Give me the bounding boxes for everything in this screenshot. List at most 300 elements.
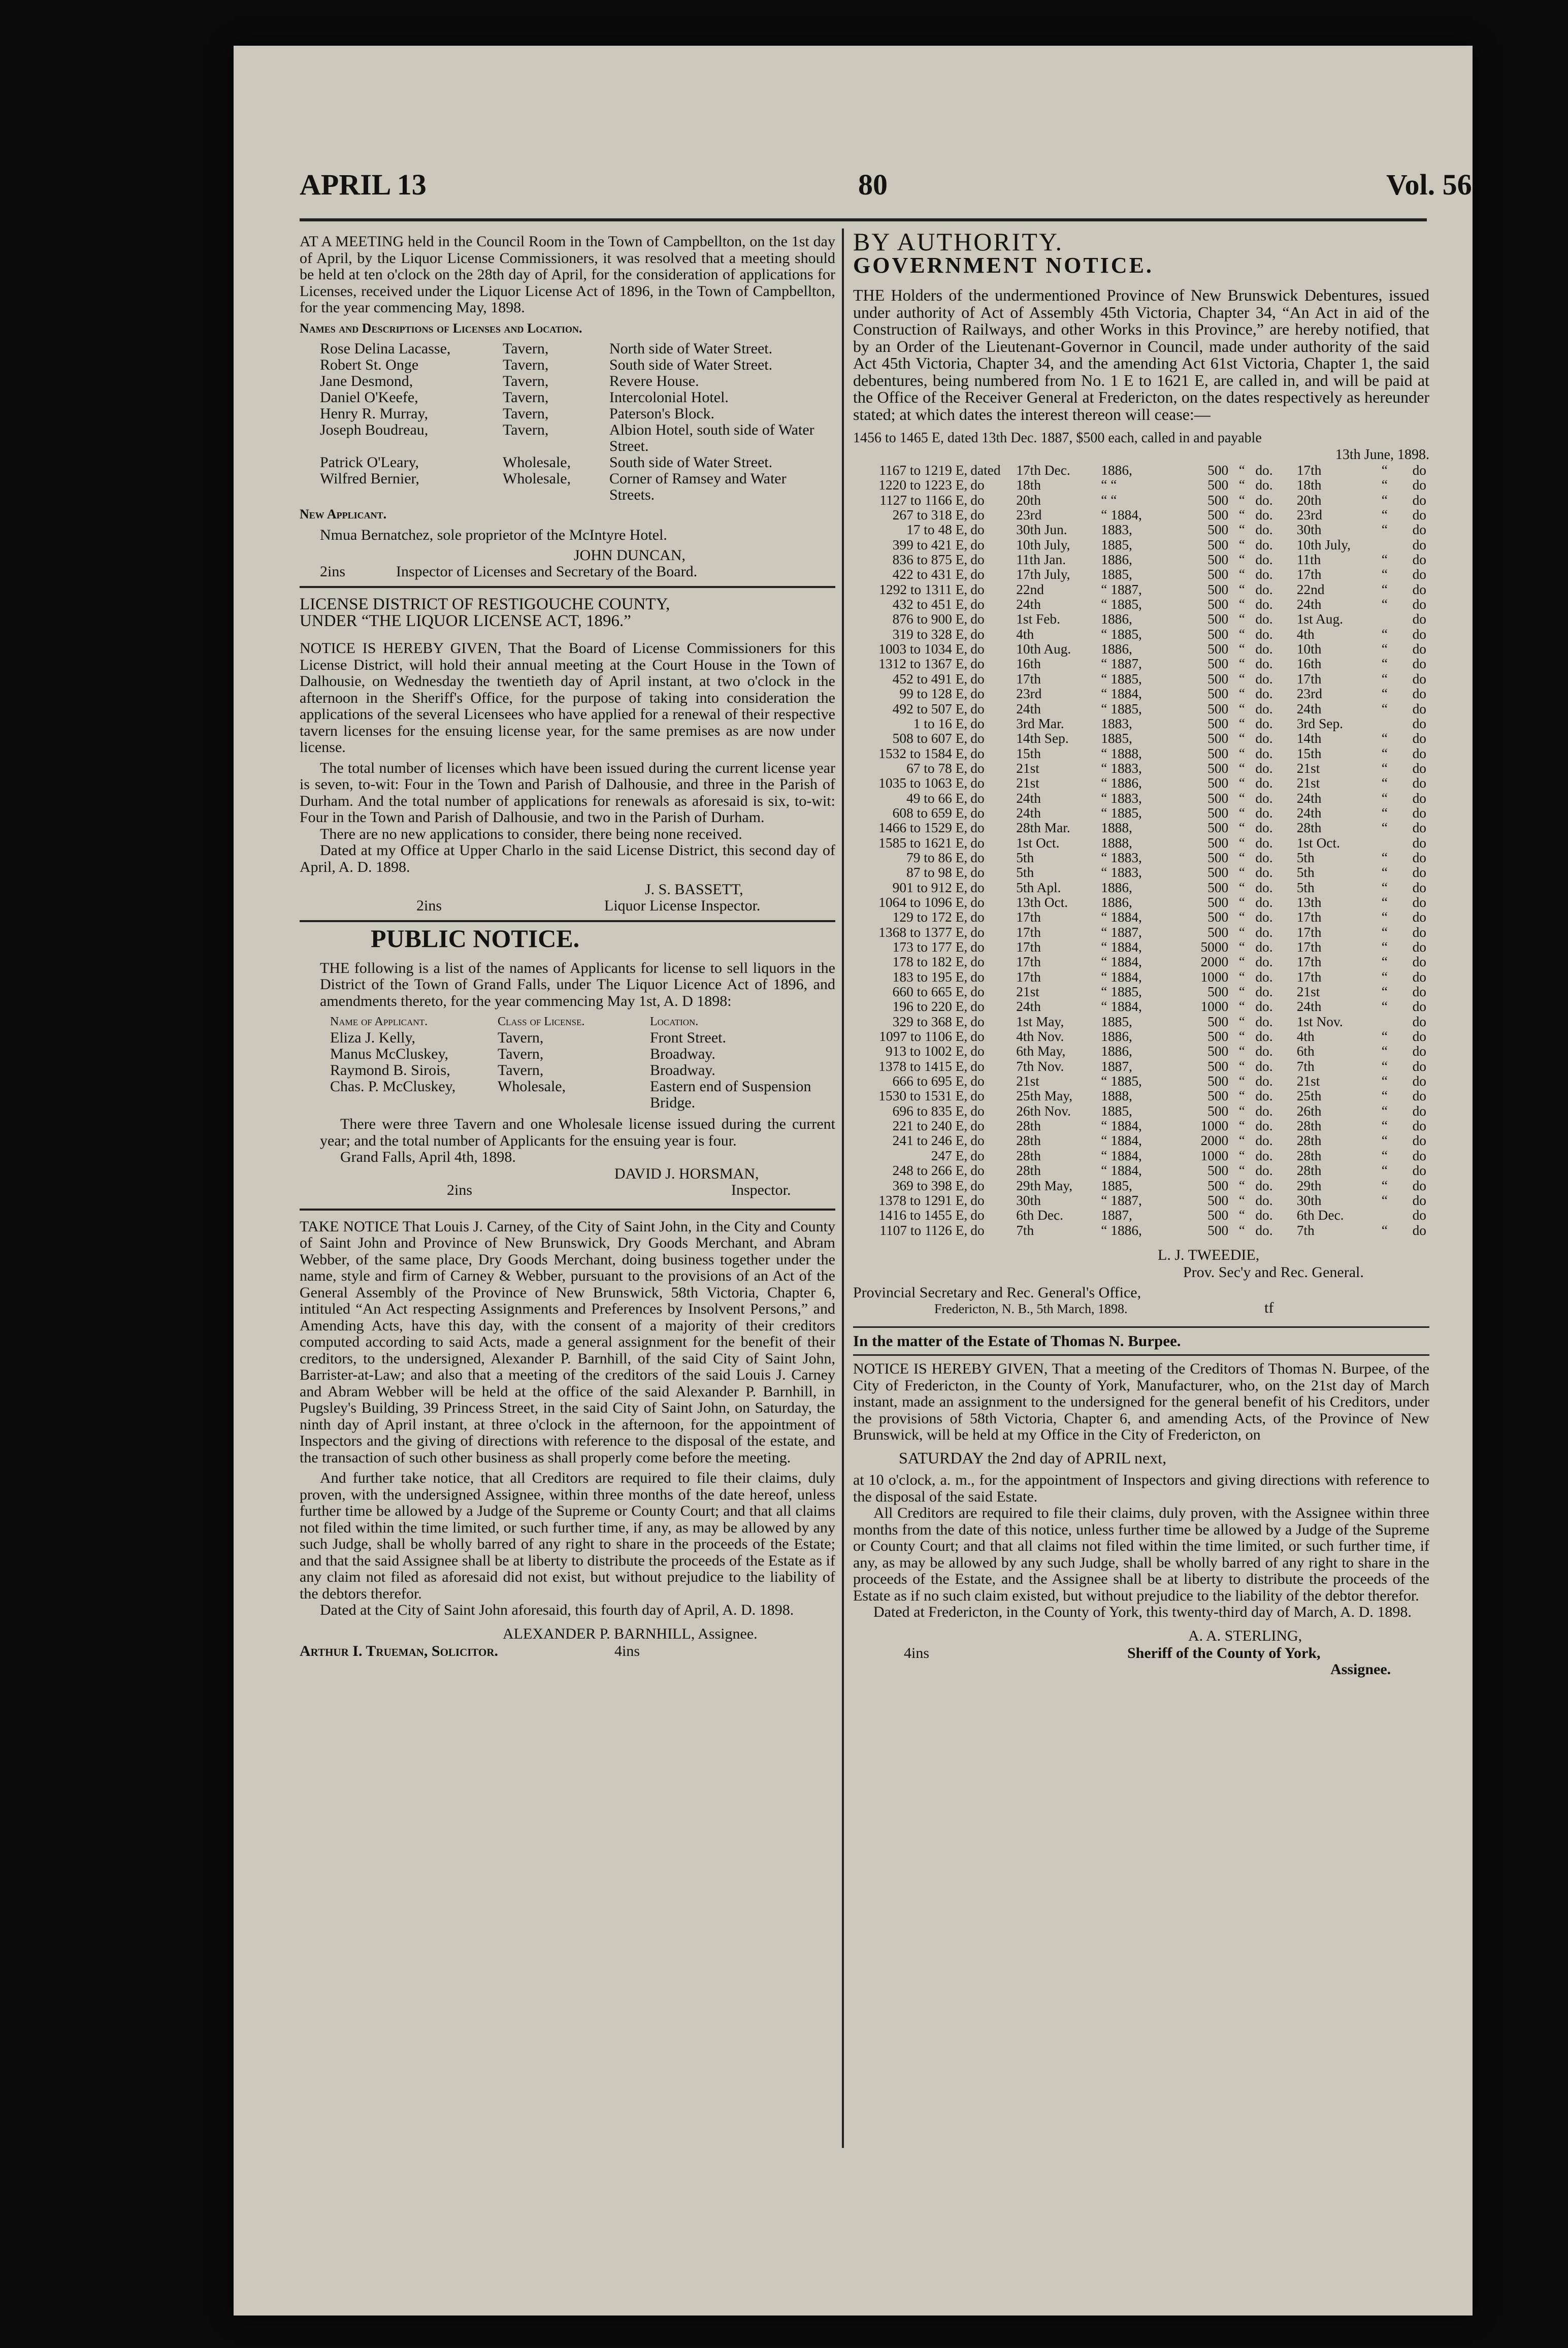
deb-year: “ 1886, (1101, 775, 1142, 791)
deb-due-day: 23rd (1296, 686, 1322, 702)
deb-due-day: 10th (1296, 641, 1322, 657)
campbellton-notice (300, 234, 835, 581)
deb-payable: do (1412, 879, 1426, 895)
debenture-row (853, 1104, 1429, 1119)
deb-range: 432 to 451 E, (892, 597, 968, 612)
ins-label: 2ins (320, 563, 346, 580)
deb-date: 21st (1016, 1073, 1039, 1089)
deb-payable: do (1412, 1058, 1426, 1074)
debenture-row (853, 597, 1429, 612)
new-applicant-heading: New Applicant. (300, 507, 387, 521)
deb-dated: do (970, 1103, 985, 1119)
license-class: Tavern, (498, 1029, 544, 1046)
deb-amount: 500 (1207, 984, 1229, 1000)
deb-due-day: 17th (1296, 909, 1322, 925)
deb-called: do. (1255, 611, 1273, 627)
deb-payable: do (1412, 537, 1426, 552)
license-location: Intercolonial Hotel. (609, 389, 729, 406)
meeting-intro: AT A MEETING held in the Council Room in the Town of Campbellton, on the 1st day of April, by the Liquor License Commissioners, it was resolved that a meeting should be held at ten o'clock on the 28th day of April, for the consideration of applications for Licenses, received under the Liquor License Act of 1896, in the Town of Campbellton, for the year commencing May, 1898. (300, 233, 835, 316)
deb-year: “ 1884, (1101, 507, 1142, 523)
deb-date: 24th (1016, 597, 1041, 612)
deb-dated: do (970, 656, 985, 672)
debenture-row (853, 791, 1429, 806)
deb-amount: 500 (1207, 463, 1229, 478)
deb-range: 452 to 491 E, (892, 671, 968, 687)
applicants-column-header: Class of License. (498, 1015, 585, 1028)
license-type: Tavern, (503, 389, 549, 406)
licensee-name: Rose Delina Lacasse, (320, 340, 451, 357)
burpee-p4: Dated at Fredericton, in the County of York, this twenty-third day of March, A. D. 1898. (873, 1604, 1412, 1621)
debenture-row (853, 1163, 1429, 1178)
deb-called: do. (1255, 567, 1273, 582)
deb-due-day: 4th (1296, 1029, 1315, 1045)
deb-due-day: 17th (1296, 671, 1322, 687)
ins-label: 4ins (904, 1644, 930, 1661)
divider (853, 1354, 1429, 1356)
debenture-row (853, 1059, 1429, 1074)
deb-year: “ 1885, (1101, 805, 1142, 821)
deb-amount: 500 (1207, 701, 1229, 716)
deb-payable: do (1412, 671, 1426, 687)
deb-due-month (1382, 538, 1404, 552)
deb-called: do. (1255, 507, 1273, 523)
deb-range: 1466 to 1529 E, (878, 820, 968, 836)
page-number: 80 (858, 168, 888, 201)
debenture-row (853, 985, 1429, 999)
carney-p1: TAKE NOTICE That Louis J. Carney, of the City of Saint John, in the City and County of Saint John and Province of New Brunswick, Dry Goods Merchant, and Abram Webber, of the same place, Dry Goods Merchant, doing business together under the name, style and firm of Carney & Webber, pursuant to the provisions of an Act of the General Assembly of the Province of New Brunswick, 58th Victoria, Chapter 6, intituled “An Act respecting Assignments and Preferences by Insolvent Persons,” and Amending Acts, have this day, with the consent of a majority of their creditors computed according to said Acts, made a general assignment for the benefit of their creditors, to the undersigned, Alexander P. Barnhill, of the said City of Saint John, Barrister-at-Law; and also that a meeting of the creditors of the said Louis J. Carney and Abram Webber will be held at the office of the said Alexander P. Barnhill, in Pugsley's Building, 39 Princess Street, in the said City of Saint John, on Saturday, the ninth day of April instant, at three o'clock in the afternoon, for the appointment of Inspectors and the giving of directions with reference to the disposal of the estate, and the transaction of such other business as shall properly come before the meeting. (300, 1218, 835, 1466)
signer-title: Prov. Sec'y and Rec. General. (1183, 1263, 1364, 1281)
deb-payable: do (1412, 492, 1426, 508)
deb-each: “ (1238, 1163, 1245, 1179)
deb-range: 183 to 195 E, (892, 969, 968, 985)
licensee-row (320, 389, 833, 406)
deb-range: 1 to 16 E, (913, 715, 968, 731)
deb-dated: do (970, 745, 985, 761)
deb-year: 1883, (1101, 522, 1132, 538)
deb-called: do. (1255, 1118, 1273, 1134)
applicant-row (330, 1046, 828, 1062)
deb-payable: do (1412, 1178, 1426, 1193)
deb-called: do. (1255, 1163, 1273, 1179)
deb-due-day: 16th (1296, 656, 1322, 672)
deb-amount: 500 (1207, 567, 1229, 582)
deb-payable: do (1412, 984, 1426, 1000)
debenture-row (853, 687, 1429, 701)
deb-dated: do (970, 507, 985, 523)
deb-due-day: 24th (1296, 597, 1322, 612)
deb-range: 876 to 900 E, (892, 611, 968, 627)
deb-payable: do (1412, 954, 1426, 970)
deb-due-day: 22nd (1296, 581, 1325, 597)
restigouche-p3: There are no new applications to consider, there being none received. (320, 825, 742, 842)
deb-due-month: “ (1381, 1178, 1388, 1193)
deb-range: 1585 to 1621 E, (878, 835, 968, 851)
deb-each: “ (1238, 835, 1245, 851)
deb-year: 1885, (1101, 731, 1132, 746)
deb-range: 99 to 128 E, (899, 686, 968, 702)
deb-called: do. (1255, 1029, 1273, 1045)
deb-due-day: 7th (1296, 1058, 1315, 1074)
deb-year: 1885, (1101, 1178, 1132, 1193)
applicants-header-row (330, 1014, 828, 1030)
burpee-title: In the matter of the Estate of Thomas N. Burpee. (853, 1331, 1181, 1350)
deb-range: 1035 to 1063 E, (878, 775, 968, 791)
signer-title-1: Sheriff of the County of York, (1127, 1644, 1321, 1661)
deb-dated: do (970, 1043, 985, 1059)
deb-range: 399 to 421 E, (892, 537, 968, 552)
deb-amount: 500 (1207, 641, 1229, 657)
applicant-row (330, 1062, 828, 1079)
deb-date: 17th (1016, 924, 1041, 940)
deb-due-month: “ (1381, 999, 1388, 1015)
deb-payable: do (1412, 760, 1426, 776)
deb-payable: do (1412, 1163, 1426, 1179)
deb-each: “ (1238, 1178, 1245, 1193)
deb-dated: do (970, 686, 985, 702)
deb-dated: do (970, 1088, 985, 1104)
burpee-signature (853, 1625, 1429, 1691)
licensee-name: Jane Desmond, (320, 373, 413, 389)
applicant-location: Broadway. (650, 1046, 715, 1062)
deb-amount: 500 (1207, 477, 1229, 493)
applicants-table (330, 1014, 828, 1111)
debenture-row (853, 702, 1429, 716)
deb-called: do. (1255, 879, 1273, 895)
deb-range: 508 to 607 E, (892, 731, 968, 746)
debenture-row (853, 493, 1429, 508)
deb-date: 24th (1016, 805, 1041, 821)
deb-date: 23rd (1016, 686, 1042, 702)
government-notice-title: GOVERNMENT NOTICE. (853, 252, 1154, 278)
deb-range: 1003 to 1034 E, (878, 641, 968, 657)
deb-dated: do (970, 924, 985, 940)
deb-payable: do (1412, 939, 1426, 955)
deb-due-day: 30th (1296, 1192, 1322, 1208)
deb-amount: 500 (1207, 1029, 1229, 1045)
deb-amount: 500 (1207, 581, 1229, 597)
deb-date: 10th July, (1016, 537, 1070, 552)
debenture-row (853, 836, 1429, 851)
deb-date: 28th (1016, 1133, 1041, 1149)
deb-year: “ 1883, (1101, 865, 1142, 880)
deb-date: 13th Oct. (1016, 894, 1068, 910)
burpee-date: SATURDAY the 2nd day of APRIL next, (899, 1448, 1167, 1467)
debenture-row (853, 478, 1429, 493)
deb-dated: do (970, 641, 985, 657)
deb-year: “ 1885, (1101, 597, 1142, 612)
deb-date: 20th (1016, 492, 1041, 508)
deb-year: “ 1883, (1101, 850, 1142, 865)
deb-due-day: 28th (1296, 1118, 1322, 1134)
debenture-row (853, 851, 1429, 865)
license-location: North side of Water Street. (609, 340, 773, 357)
deb-payable: do (1412, 641, 1426, 657)
licensee-row (320, 471, 833, 503)
deb-called: do. (1255, 865, 1273, 880)
deb-each: “ (1238, 1222, 1245, 1238)
deb-due-month: “ (1381, 507, 1388, 523)
ins-label: 4ins (614, 1642, 640, 1659)
deb-dated: do (970, 1208, 985, 1223)
deb-date: 16th (1016, 656, 1041, 672)
deb-due-month: “ (1381, 894, 1388, 910)
deb-payable: do (1412, 463, 1426, 478)
deb-year: 1883, (1101, 715, 1132, 731)
deb-each: “ (1238, 641, 1245, 657)
license-location: Paterson's Block. (609, 405, 715, 422)
license-type: Wholesale, (503, 470, 571, 487)
license-location: South side of Water Street. (609, 356, 773, 373)
deb-due-month: “ (1381, 477, 1388, 493)
deb-date: 7th (1016, 1222, 1034, 1238)
deb-called: do. (1255, 924, 1273, 940)
deb-each: “ (1238, 954, 1245, 970)
deb-year: 1885, (1101, 567, 1132, 582)
deb-each: “ (1238, 656, 1245, 672)
deb-dated: do (970, 671, 985, 687)
licensee-row (320, 454, 833, 471)
deb-dated: do (970, 1222, 985, 1238)
deb-payable: do (1412, 790, 1426, 806)
carney-notice (300, 1219, 835, 1664)
deb-date: 30th Jun. (1016, 522, 1067, 538)
deb-called: do. (1255, 1088, 1273, 1104)
deb-each: “ (1238, 463, 1245, 478)
deb-due-day: 13th (1296, 894, 1322, 910)
deb-amount: 500 (1207, 894, 1229, 910)
deb-called: do. (1255, 701, 1273, 716)
deb-due-month: “ (1381, 939, 1388, 955)
deb-called: do. (1255, 954, 1273, 970)
restigouche-title-2: UNDER “THE LIQUOR LICENSE ACT, 1896.” (300, 611, 631, 630)
public-p3: Grand Falls, April 4th, 1898. (340, 1149, 516, 1165)
deb-each: “ (1238, 775, 1245, 791)
deb-range: 1378 to 1291 E, (878, 1192, 968, 1208)
deb-each: “ (1238, 1103, 1245, 1119)
deb-amount: 2000 (1200, 1133, 1229, 1149)
deb-year: “ “ (1101, 492, 1117, 508)
debenture-row (853, 746, 1429, 761)
deb-each: “ (1238, 671, 1245, 687)
deb-called: do. (1255, 1103, 1273, 1119)
deb-year: 1886, (1101, 1029, 1132, 1045)
licensee-row (320, 422, 833, 454)
deb-amount: 500 (1207, 924, 1229, 940)
deb-amount: 500 (1207, 1014, 1229, 1029)
debenture-row (853, 910, 1429, 925)
licenses-heading: Names and Descriptions of Licenses and Location. (300, 320, 582, 336)
deb-range: 1530 to 1531 E, (878, 1088, 968, 1104)
deb-due-day: 28th (1296, 1148, 1322, 1163)
deb-due-month: “ (1381, 1103, 1388, 1119)
deb-payable: do (1412, 1118, 1426, 1134)
licensee-row (320, 357, 833, 373)
license-type: Tavern, (503, 373, 549, 389)
deb-amount: 500 (1207, 1192, 1229, 1208)
deb-range: 196 to 220 E, (892, 999, 968, 1015)
deb-due-month: “ (1381, 775, 1388, 791)
deb-range: 836 to 875 E, (892, 552, 968, 568)
deb-dated: do (970, 984, 985, 1000)
debenture-row (853, 1223, 1429, 1238)
deb-called: do. (1255, 894, 1273, 910)
deb-due-day: 25th (1296, 1088, 1322, 1104)
deb-payable: do (1412, 865, 1426, 880)
deb-due-month: “ (1381, 790, 1388, 806)
deb-dated: do (970, 1133, 985, 1149)
deb-dated: do (970, 552, 985, 568)
deb-payable: do (1412, 820, 1426, 836)
deb-each: “ (1238, 909, 1245, 925)
debenture-row (853, 552, 1429, 567)
signer-title: Liquor License Inspector. (604, 897, 761, 914)
deb-date: 5th Apl. (1016, 879, 1061, 895)
deb-year: 1886, (1101, 552, 1132, 568)
deb-payable: do (1412, 1148, 1426, 1163)
deb-amount: 500 (1207, 850, 1229, 865)
debenture-row (853, 642, 1429, 657)
deb-payable: do (1412, 1014, 1426, 1029)
deb-dated: do (970, 775, 985, 791)
deb-range: 248 to 266 E, (892, 1163, 968, 1179)
left-column (300, 234, 835, 1664)
deb-amount: 500 (1207, 820, 1229, 836)
deb-amount: 500 (1207, 597, 1229, 612)
deb-called: do. (1255, 790, 1273, 806)
deb-due-day: 11th (1296, 552, 1321, 568)
carney-p3: Dated at the City of Saint John aforesaid, this fourth day of April, A. D. 1898. (320, 1602, 794, 1618)
deb-date: 28th (1016, 1118, 1041, 1134)
deb-year: 1888, (1101, 835, 1132, 851)
debenture-row (853, 955, 1429, 969)
license-location: Revere House. (609, 373, 699, 389)
debenture-row (853, 1015, 1429, 1029)
deb-payable: do (1412, 731, 1426, 746)
deb-due-day: 21st (1296, 984, 1320, 1000)
deb-due-day: 21st (1296, 775, 1320, 791)
debenture-row (853, 523, 1429, 537)
deb-due-month: “ (1381, 820, 1388, 836)
debenture-row (853, 1149, 1429, 1163)
deb-due-day: 15th (1296, 745, 1322, 761)
deb-payable: do (1412, 1133, 1426, 1149)
deb-payable: do (1412, 1103, 1426, 1119)
deb-range: 1097 to 1106 E, (879, 1029, 968, 1045)
office-place-date: Fredericton, N. B., 5th March, 1898. (934, 1301, 1128, 1316)
deb-year: 1885, (1101, 537, 1132, 552)
deb-due-month: “ (1381, 1118, 1388, 1134)
deb-each: “ (1238, 731, 1245, 746)
deb-date: 28th (1016, 1148, 1041, 1163)
licensee-name: Daniel O'Keefe, (320, 389, 418, 406)
deb-date: 24th (1016, 790, 1041, 806)
deb-due-day: 24th (1296, 701, 1322, 716)
deb-due-month (1382, 612, 1404, 627)
deb-range: 247 E, (931, 1148, 968, 1163)
deb-each: “ (1238, 537, 1245, 552)
deb-payable: do (1412, 805, 1426, 821)
deb-year: “ 1884, (1101, 969, 1142, 985)
deb-each: “ (1238, 611, 1245, 627)
deb-amount: 500 (1207, 805, 1229, 821)
deb-payable: do (1412, 715, 1426, 731)
debenture-row (853, 538, 1429, 552)
debenture-row (853, 1029, 1429, 1044)
deb-due-day: 30th (1296, 522, 1322, 538)
deb-date: 17th (1016, 671, 1041, 687)
deb-amount: 500 (1207, 790, 1229, 806)
debenture-row (853, 731, 1429, 746)
deb-due-day: 26th (1296, 1103, 1322, 1119)
deb-due-month: “ (1381, 626, 1388, 642)
deb-payable: do (1412, 835, 1426, 851)
public-signature (300, 1165, 835, 1203)
deb-due-day: 21st (1296, 760, 1320, 776)
deb-range: 666 to 695 E, (892, 1073, 968, 1089)
deb-date: 21st (1016, 760, 1039, 776)
deb-due-month: “ (1381, 1073, 1388, 1089)
deb-due-month: “ (1381, 597, 1388, 612)
deb-called: do. (1255, 999, 1273, 1015)
deb-date: 15th (1016, 745, 1041, 761)
deb-year: “ 1884, (1101, 909, 1142, 925)
deb-dated: do (970, 492, 985, 508)
deb-amount: 500 (1207, 715, 1229, 731)
debenture-row (853, 612, 1429, 627)
deb-each: “ (1238, 1148, 1245, 1163)
deb-payable: do (1412, 969, 1426, 985)
deb-amount: 500 (1207, 1073, 1229, 1089)
deb-due-day: 17th (1296, 969, 1322, 985)
deb-due-day: 10th July, (1296, 537, 1351, 552)
deb-amount: 500 (1207, 1088, 1229, 1104)
deb-range: 178 to 182 E, (892, 954, 968, 970)
deb-payable: do (1412, 1208, 1426, 1223)
burpee-notice (853, 1333, 1429, 1691)
deb-range: 492 to 507 E, (892, 701, 968, 716)
signer-name: A. A. STERLING, (1188, 1627, 1302, 1644)
deb-due-day: 23rd (1296, 507, 1322, 523)
debentures-table (853, 463, 1429, 1238)
deb-due-month (1382, 1015, 1404, 1029)
deb-year: “ 1884, (1101, 1133, 1142, 1149)
deb-date: 6th Dec. (1016, 1208, 1064, 1223)
deb-date: 26th Nov. (1016, 1103, 1071, 1119)
deb-each: “ (1238, 805, 1245, 821)
deb-due-day: 24th (1296, 805, 1322, 821)
license-type: Tavern, (503, 405, 549, 422)
restigouche-notice (300, 596, 835, 915)
deb-each: “ (1238, 552, 1245, 568)
deb-due-month: “ (1381, 1163, 1388, 1179)
deb-dated: do (970, 567, 985, 582)
deb-due-month: “ (1381, 984, 1388, 1000)
deb-range: 49 to 66 E, (906, 790, 968, 806)
deb-range: 1167 to 1219 E, (879, 463, 968, 478)
license-location: South side of Water Street. (609, 454, 773, 471)
licensees-table (320, 341, 833, 503)
applicant-location: Eastern end of Suspension Bridge. (650, 1078, 811, 1111)
deb-amount: 500 (1207, 731, 1229, 746)
debenture-row (853, 1193, 1429, 1208)
deb-due-day: 21st (1296, 1073, 1320, 1089)
deb-year: “ 1883, (1101, 760, 1142, 776)
deb-due-day: 24th (1296, 790, 1322, 806)
debenture-row (853, 821, 1429, 835)
deb-date: 17th (1016, 909, 1041, 925)
deb-range: 1312 to 1367 E, (878, 656, 968, 672)
applicants-column-header: Name of Applicant. (330, 1015, 428, 1028)
